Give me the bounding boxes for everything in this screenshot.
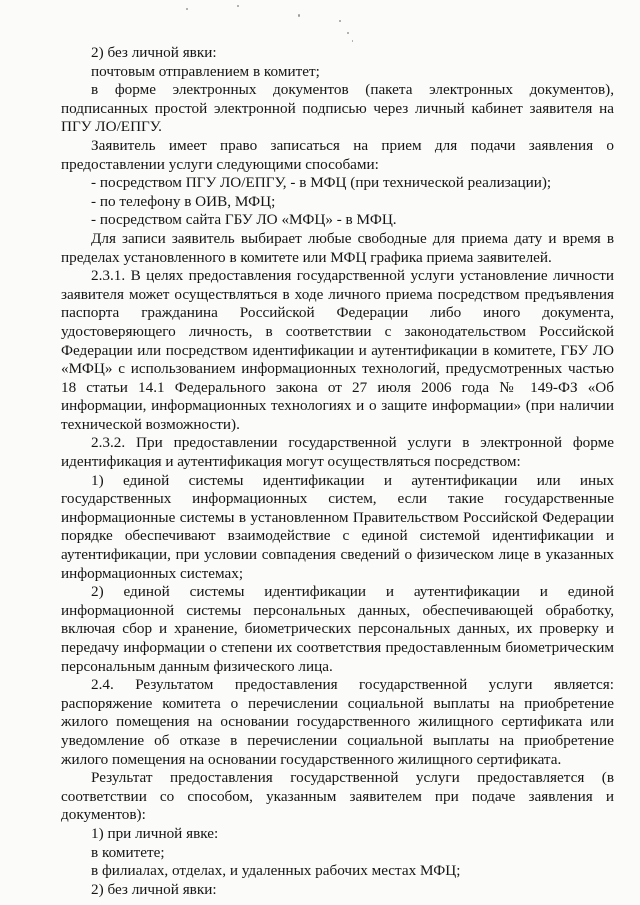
paragraph: - посредством ПГУ ЛО/ЕПГУ, - в МФЦ (при технической реализации); — [91, 174, 552, 192]
paragraph: в комитете; — [91, 843, 165, 861]
paragraph: 2) без личной явки: — [91, 880, 217, 898]
paragraph: 2.4. Результатом предоставления государственной услуги является: распоряжение комитета о перечислении социальной выплаты на приобретение жилого помещения на основании государственного жилищного сертификата или уведомление об отказе в перечислении социальной выплаты на приобретение жилого помещения на основании государственного жилищного сертификата. — [61, 676, 614, 768]
scan-speck — [347, 32, 349, 34]
paragraph: 2) единой системы идентификации и аутентификации и единой информационной системы персональных данных, обеспечивающей обработку, включая сбор и хранение, биометрических персональных данных, их проверку и передачу информации о степени их соответствия предоставленным биометрическим персональным данным физического лица. — [61, 583, 614, 675]
paragraph: почтовым отправлением в комитет; — [91, 62, 320, 80]
paragraph: Для записи заявитель выбирает любые свободные для приема дату и время в пределах установленного в комитете или МФЦ графика приема заявителей. — [61, 229, 614, 266]
paragraph: - посредством сайта ГБУ ЛО «МФЦ» - в МФЦ. — [91, 211, 397, 229]
paragraph: Заявитель имеет право записаться на прием для подачи заявления о предоставлении услуги следующими способами: — [61, 136, 614, 173]
paragraph: - по телефону в ОИВ, МФЦ; — [91, 192, 276, 210]
scan-speck — [186, 8, 188, 10]
paragraph: Результат предоставления государственной услуги предоставляется (в соответствии со способом, указанным заявителем при подаче заявления и документов): — [61, 769, 614, 824]
scan-speck — [237, 5, 239, 7]
scan-speck — [298, 14, 300, 17]
paragraph: 2.3.1. В целях предоставления государственной услуги установление личности заявителя может осуществляться в ходе личного приема посредством предъявления паспорта гражданина Российской Федерации либо иного документа, удостоверяющего личность, в соответствии с законодательством Российской Федерации или посредством идентификации и аутентификации в комитете, ГБУ ЛО «МФЦ» с использованием информационных технологий, предусмотренных частью 18 статьи 14.1 Федерального закона от 27 июля 2006 года № 149-ФЗ «Об информации, информационных технологиях и о защите информации» (при наличии технической возможности). — [61, 267, 614, 433]
paragraph: в форме электронных документов (пакета электронных документов), подписанных простой электронной подписью через личный кабинет заявителя на ПГУ ЛО/ЕПГУ. — [61, 81, 614, 136]
paragraph: 1) единой системы идентификации и аутентификации или иных государственных информационных систем, если такие государственные информационные системы в установленном Правительством Российской Федерации порядке обеспечивают взаимодействие с единой системой идентификации и аутентификации, при условии совпадения сведений о физическом лице в указанных информационных системах; — [61, 471, 614, 582]
paragraph: 1) при личной явке: — [91, 824, 219, 842]
paragraph: в филиалах, отделах, и удаленных рабочих местах МФЦ; — [91, 862, 461, 880]
scan-speck — [352, 40, 353, 42]
scan-speck — [339, 20, 341, 22]
paragraph: 2) без личной явки: — [91, 44, 217, 61]
document-body — [61, 44, 614, 899]
paragraph: 2.3.2. При предоставлении государственной услуги в электронной форме идентификация и аутентификация могут осуществляться посредством: — [61, 434, 614, 471]
